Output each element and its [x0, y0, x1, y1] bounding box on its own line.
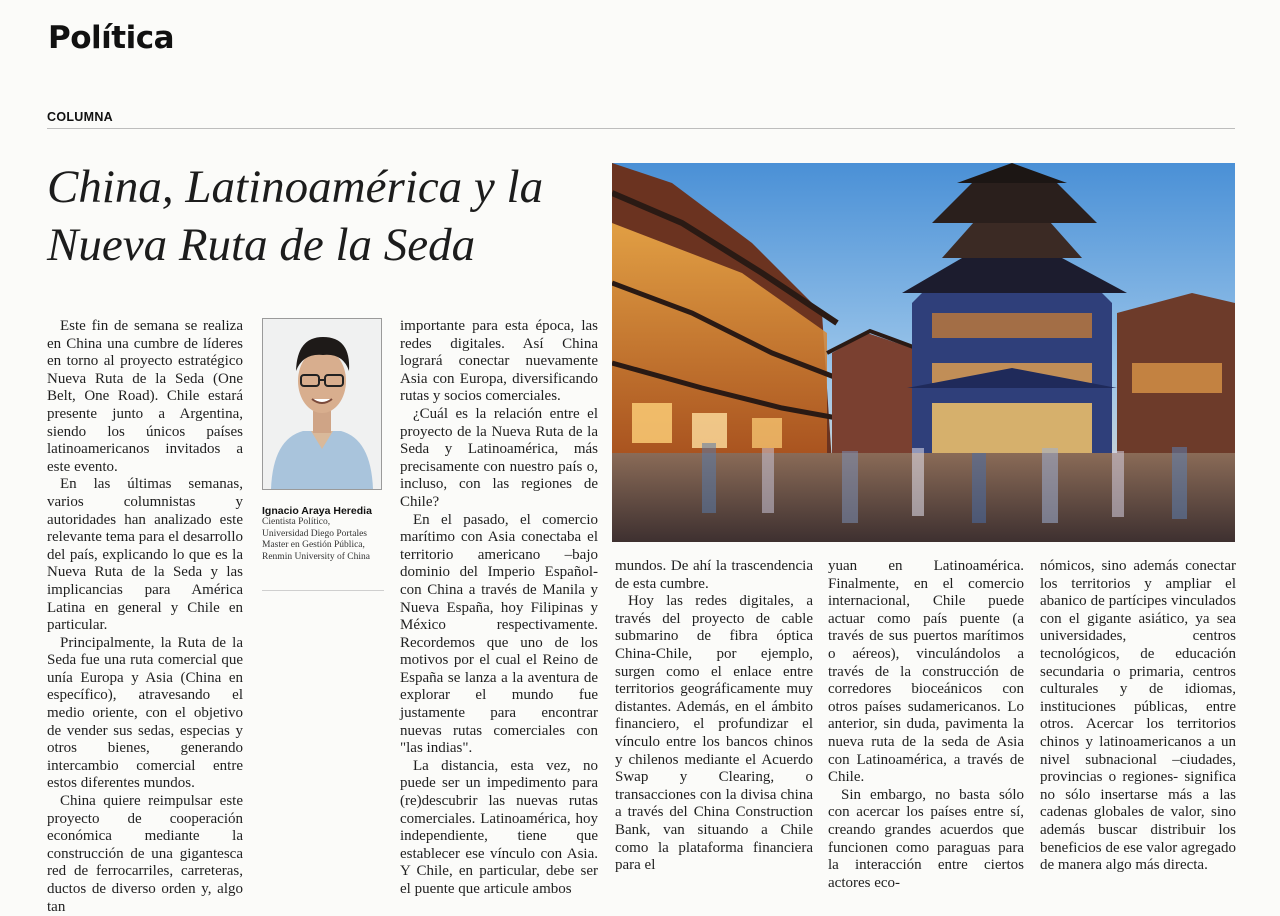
- paragraph: La distancia, esta vez, no puede ser un impedimento para (re)descubrir las nuevas rutas comerciales. Latinoamérica, hoy independiente, tiene que establecer ese vínculo con Asia. Y Chile, en particular, debe ser el puente que articule ambos: [400, 757, 598, 897]
- paragraph: ¿Cuál es la relación entre el proyecto de la Nueva Ruta de la Seda y Latinoamérica, más precisamente con nuestro país o, incluso, con las regiones de Chile?: [400, 405, 598, 510]
- section-title: Política: [48, 20, 175, 56]
- paragraph: Este fin de semana se realiza en China una cumbre de líderes en torno al proyecto estratégico Nueva Ruta de la Seda (One Belt, One Road). Chile estará presente junto a Argentina, siendo los únicos países latinoamericanos invitados a este evento.: [47, 318, 243, 475]
- paragraph: yuan en Latinoamérica. Finalmente, en el comercio internacional, Chile puede actuar como país puente (a través de sus puertos marítimos o aéreos), vinculándolos a través de la construcción de corredores bioceánicos con otros países sudamericanos. Lo anterior, sin duda, pavimenta la nueva ruta de la seda de Asia con Latinoamérica, a través de Chile.: [828, 558, 1024, 786]
- article-column-5: [1040, 558, 1236, 875]
- paragraph: mundos. De ahí la trascendencia de esta cumbre.: [615, 558, 813, 592]
- kicker-label: COLUMNA: [47, 110, 113, 124]
- article-column-1: [47, 318, 243, 916]
- paragraph: China quiere reimpulsar este proyecto de cooperación económica mediante la construcción de una gigantesca red de ferrocarriles, carreteras, ductos de diverso orden y, algo tan: [47, 793, 243, 915]
- paragraph: En el pasado, el comercio marítimo con Asia conectaba el territorio americano –bajo dominio del Imperio Español- con China a través de Manila y Nueva España, hoy Filipinas y México respectivamente. Recordemos que uno de los motivos por el cual el Reino de España se lanza a la aventura de explorar el mundo fue justamente para encontrar nuevas rutas comerciales con "las indias".: [400, 511, 598, 757]
- paragraph: Principalmente, la Ruta de la Seda fue una ruta comercial que unía Europa y Asia (China en específico), atravesando el medio oriente, con el objetivo de vender sus sedas, especias y otros bienes, generando intercambio comercial entre estos diferentes mundos.: [47, 634, 243, 792]
- article-column-2: [400, 318, 598, 899]
- author-role-line: Universidad Diego Portales: [262, 528, 368, 539]
- author-byline: [262, 505, 387, 563]
- author-role-line: Renmin University of China: [262, 551, 370, 562]
- article-headline: China, Latinoamérica y la Nueva Ruta de la Seda: [47, 161, 544, 271]
- author-role-line: Master en Gestión Pública,: [262, 540, 365, 550]
- paragraph: importante para esta época, las redes digitales. Así China logrará conectar nuevamente Asia con Europa, diversificando rutas y socios comerciales.: [400, 318, 598, 405]
- author-role-line: Cientista Político,: [262, 517, 331, 527]
- author-photo: [262, 318, 382, 490]
- section-divider: [47, 128, 1235, 129]
- byline-divider: [262, 590, 384, 591]
- author-name: Ignacio Araya Heredia: [262, 505, 372, 517]
- article-photo: [612, 163, 1235, 542]
- paragraph: En las últimas semanas, varios columnistas y autoridades han analizado este relevante tema para el desarrollo del país, explicando lo que es la Nueva Ruta de la Seda y las implicancias para América Latina en general y Chile en particular.: [47, 476, 243, 634]
- paragraph: Hoy las redes digitales, a través del proyecto de cable submarino de fibra óptica China-Chile, por ejemplo, surgen como el enlace entre territorios geográficamente muy distantes. Además, en el ámbito financiero, el profundizar el vínculo entre los bancos chinos y chilenos mediante el Acuerdo Swap y Clearing, o transacciones con la divisa china a través del China Construction Bank, van situando a Chile como la plataforma financiera para el: [615, 593, 813, 874]
- paragraph: Sin embargo, no basta sólo con acercar los países entre sí, creando grandes acuerdos que funcionen como paraguas para la interacción entre ciertos actores eco-: [828, 786, 1024, 891]
- paragraph: nómicos, sino además conectar los territorios y ampliar el abanico de partícipes vinculados con el gigante asiático, ya sea universidades, centros tecnológicos, de educación secundaria o primaria, centros culturales y de idiomas, instituciones públicas, entre otros. Acercar los territorios chinos y latinoamericanos a un nivel subnacional –ciudades, provincias o regiones- significa no sólo insertarse más a las cadenas globales de valor, sino además buscar distribuir los beneficios de ese valor agregado de manera algo más directa.: [1040, 558, 1236, 874]
- article-column-4: [828, 558, 1024, 892]
- article-column-3: [615, 558, 813, 875]
